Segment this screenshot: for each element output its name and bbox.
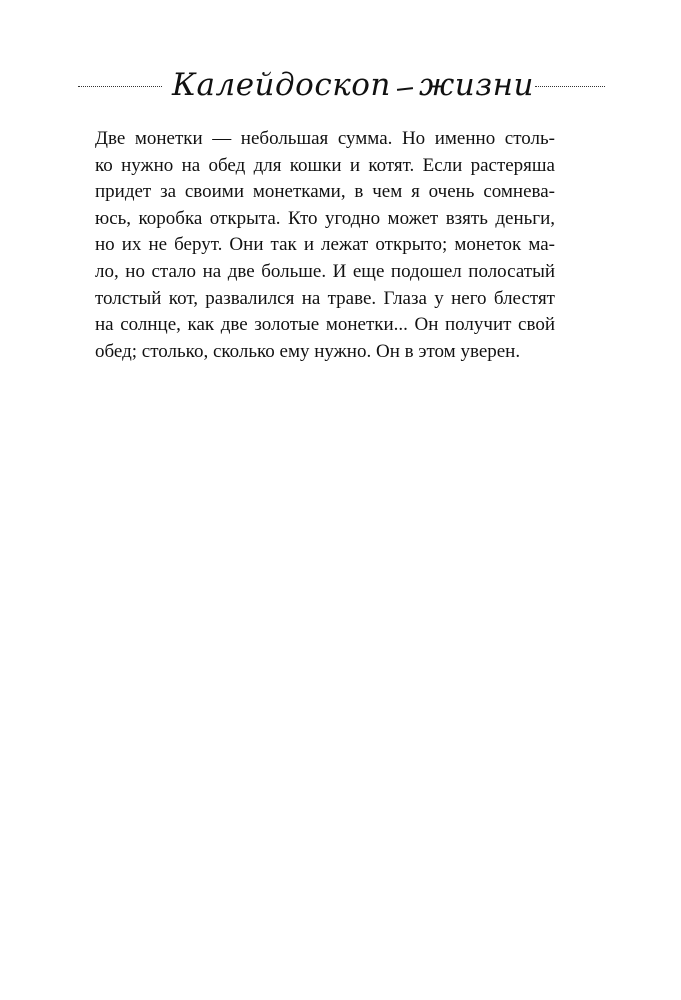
header-title <box>172 62 534 108</box>
text-line: ко нужно на обед для кошки и котят. Если растеряша <box>95 154 555 176</box>
text-line: обед; столько, сколько ему нужно. Он в этом уверен. <box>95 340 521 362</box>
text-line: ло, но стало на две больше. И еще подошел полосатый <box>95 260 555 282</box>
text-line: на солнце, как две золотые монетки... Он получит свой <box>95 314 555 336</box>
header-dotted-rule-right <box>535 86 605 87</box>
text-line: придет за своими монетками, в чем я очень сомнева- <box>95 181 555 203</box>
text-line: юсь, коробка открыта. Кто угодно может взять деньги, <box>95 207 555 229</box>
text-line: но их не берут. Они так и лежат открыто; монеток ма- <box>95 234 555 256</box>
header-dotted-rule-left <box>78 86 162 87</box>
body-paragraph <box>95 126 555 365</box>
header-title-flourish <box>397 87 413 91</box>
running-header <box>78 62 605 108</box>
header-title-part1: Калейдоскоп <box>172 67 391 103</box>
text-line: толстый кот, развалился на траве. Глаза у него блестят <box>95 287 555 309</box>
header-title-part2: жизни <box>419 67 534 103</box>
text-line: Две монетки — небольшая сумма. Но именно столь- <box>95 128 555 149</box>
